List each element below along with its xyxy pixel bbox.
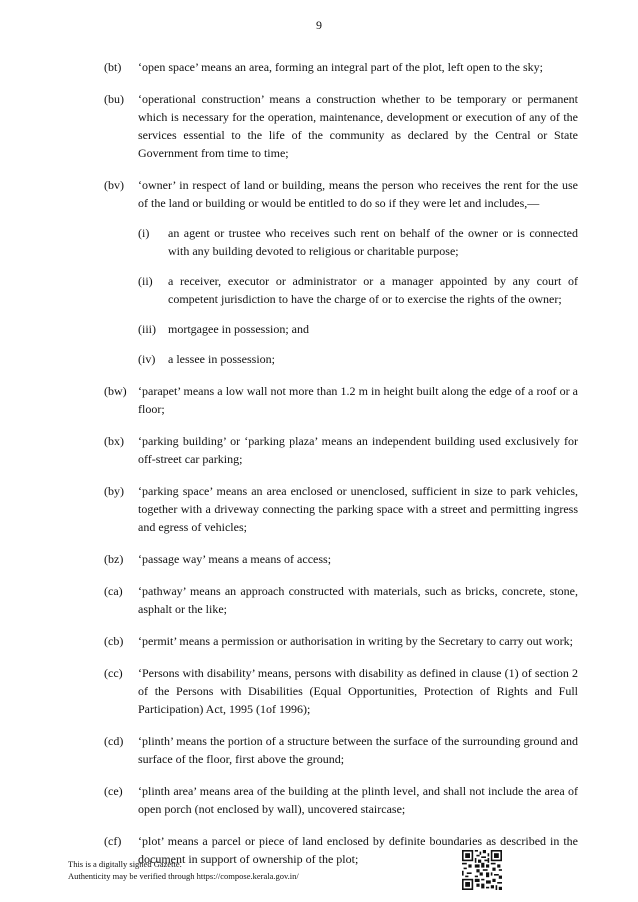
- definition-text: ‘Persons with disability’ means, persons with disability as defined in clause (1) of section 2 of the Persons with Disabilities (Equal Opportunities, Protection of Rights and Full Participation) Act, 1995 (1of 1996);: [138, 666, 578, 716]
- definition-text: ‘parking space’ means an area enclosed or unenclosed, sufficient in size to park vehicles, together with a driveway connecting the parking space with a street and permitting ingress and egress of vehicles;: [138, 484, 578, 534]
- page-number: 9: [316, 18, 322, 32]
- definition-item: [0, 664, 638, 718]
- sub-item-text: an agent or trustee who receives such rent on behalf of the owner or is connected with any building devoted to religious or charitable purpose;: [168, 226, 578, 258]
- definition-text: ‘open space’ means an area, forming an integral part of the plot, left open to the sky;: [138, 60, 543, 74]
- definition-label: (bx): [104, 434, 124, 448]
- definition-item: [0, 382, 638, 418]
- sub-item-label: (ii): [138, 274, 153, 288]
- sub-item: [138, 350, 578, 368]
- sub-item-text: a receiver, executor or administrator or a manager appointed by any court of competent jurisdiction to have the charge of or to exercise the rights of the owner;: [168, 274, 578, 306]
- definition-text: ‘plot’ means a parcel or piece of land enclosed by definite boundaries as described in the document in support of ownership of the plot;: [138, 834, 578, 866]
- definitions-list: [0, 58, 638, 882]
- definition-label: (bt): [104, 60, 122, 74]
- definition-item: [0, 582, 638, 618]
- sub-item-text: mortgagee in possession; and: [168, 322, 309, 336]
- definition-item: [0, 432, 638, 468]
- definition-item: [0, 782, 638, 818]
- definition-text: ‘pathway’ means an approach constructed with materials, such as bricks, concrete, stone, asphalt or the like;: [138, 584, 578, 616]
- definition-label: (cf): [104, 834, 122, 848]
- footer-signed-note: This is a digitally signed Gazette.: [68, 859, 182, 869]
- definition-item: [0, 176, 638, 368]
- definition-label: (cb): [104, 634, 124, 648]
- definition-text: ‘passage way’ means a means of access;: [138, 552, 332, 566]
- definition-label: (bv): [104, 178, 124, 192]
- sub-item: [138, 272, 578, 308]
- definition-item: [0, 550, 638, 568]
- definition-item: [0, 632, 638, 650]
- definition-text: ‘permit’ means a permission or authorisation in writing by the Secretary to carry out work;: [138, 634, 573, 648]
- definition-item: [0, 482, 638, 536]
- sub-item: [138, 224, 578, 260]
- definition-item: [0, 90, 638, 162]
- definition-item: [0, 58, 638, 76]
- definition-label: (ca): [104, 584, 123, 598]
- sub-item-label: (iv): [138, 352, 156, 366]
- definition-item: [0, 732, 638, 768]
- definition-text: ‘owner’ in respect of land or building, means the person who receives the rent for the use of the land or building or would be entitled to do so if they were let and includes,—: [138, 178, 578, 210]
- definition-text: ‘plinth’ means the portion of a structure between the surface of the surrounding ground and surface of the floor, first above the ground;: [138, 734, 578, 766]
- definition-label: (cc): [104, 666, 123, 680]
- gazette-footer: [68, 858, 299, 882]
- definition-text: ‘parking building’ or ‘parking plaza’ means an independent building used exclusively for off-street car parking;: [138, 434, 578, 466]
- definition-label: (ce): [104, 784, 123, 798]
- qr-code-icon: [462, 850, 502, 890]
- definition-label: (bu): [104, 92, 124, 106]
- sub-item: [138, 320, 578, 338]
- sub-items-list: [138, 224, 578, 368]
- definition-text: ‘operational construction’ means a construction whether to be temporary or permanent which is necessary for the operation, maintenance, development or execution of any of the services essential to the life of the community as declared by the Central or State Government from time to time;: [138, 92, 578, 160]
- definition-label: (by): [104, 484, 124, 498]
- sub-item-label: (i): [138, 226, 150, 240]
- definition-text-block: [138, 176, 578, 368]
- definition-text: ‘parapet’ means a low wall not more than 1.2 m in height built along the edge of a roof or a floor;: [138, 384, 578, 416]
- sub-item-label: (iii): [138, 322, 156, 336]
- definition-label: (cd): [104, 734, 124, 748]
- definition-text: ‘plinth area’ means area of the building at the plinth level, and shall not include the area of open porch (not enclosed by wall), uncovered staircase;: [138, 784, 578, 816]
- definition-label: (bw): [104, 384, 127, 398]
- sub-item-text: a lessee in possession;: [168, 352, 275, 366]
- footer-verify-note: Authenticity may be verified through https://compose.kerala.gov.in/: [68, 871, 299, 881]
- definition-label: (bz): [104, 552, 124, 566]
